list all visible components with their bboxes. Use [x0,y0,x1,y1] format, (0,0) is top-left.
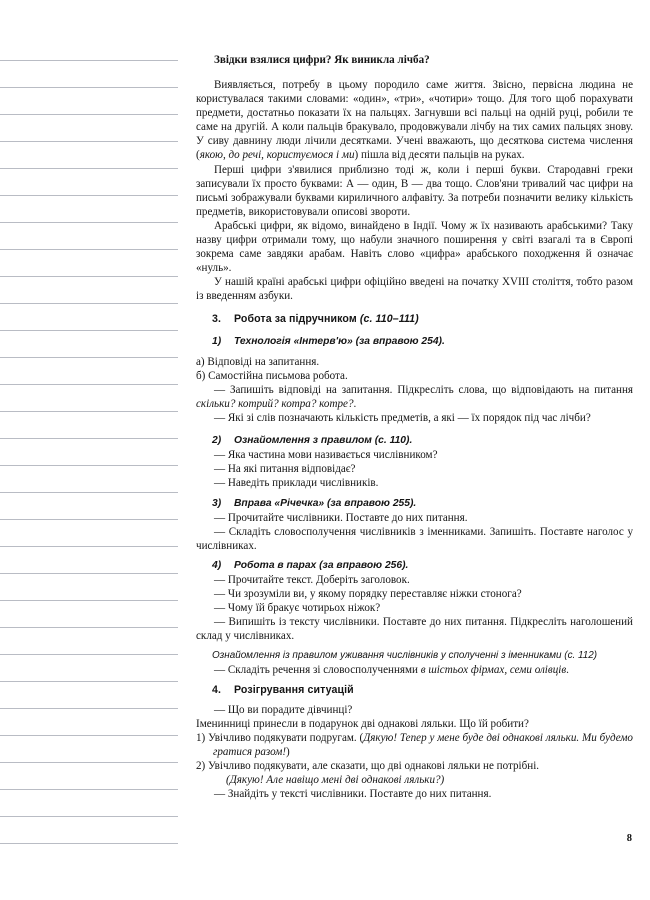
paragraph-1 [196,78,633,162]
situation-2-marker: 2) [196,760,206,773]
margin-rule-line [0,627,178,628]
margin-rule-line [0,222,178,223]
section-heading-3-title-text: Робота за підручником [234,312,357,325]
margin-rule-line [0,330,178,331]
spacer [196,326,633,335]
margin-rule-line [0,303,178,304]
item2-dash-2: — На які питання відповідає? [214,463,356,476]
margin-rule-line [0,681,178,682]
paragraph-2: Перші цифри з'явилися приблизно тоді ж, коли і перші букви. Стародавні греки записували їх просто буквами: А — один, В — два тощо. Слов'яни тривалий час цифри на письмі зображували буквами кириличного алфавіту. За потреби позначити велику кількість предметів, використовували описові звороти. [196,163,633,218]
situation-1 [196,731,633,759]
subheading-1-title: Технологія «Інтерв'ю» (за вправою 254). [234,336,445,348]
item3-dash-2: — Складіть словосполучення числівників з іменниками. Запишіть. Поставте наголос у числівниках. [196,525,633,552]
subheading-3 [196,497,633,511]
section4-dash: — Що ви порадите дівчинці? [214,704,353,717]
item4-dash-1: — Прочитайте текст. Доберіть заголовок. [214,573,410,586]
item1-dash-1 [196,383,633,411]
margin-rule-line [0,654,178,655]
item2-dash-1: — Яка частина мови називається числівником? [214,449,438,462]
subheading-2-number: 2) [212,435,222,447]
margin-rule-line [0,735,178,736]
section-heading-3-title [234,312,419,326]
paragraph-1-run-1: якою, до речі, користуємося і ми [199,149,355,162]
situation-1-marker: 1) [196,732,206,745]
subheading-2-title: Ознайомлення з правилом (с. 110). [234,435,413,447]
item1-dash-2: — Які зі слів позначають кількість предметів, а які — їх порядок під час лічби? [214,412,591,425]
item1-line-a: а) Відповіді на запитання. [196,356,320,369]
item2-dash-3: — Наведіть приклади числівників. [214,477,379,490]
subheading-4 [196,559,633,573]
situation-2-text: Увічливо подякувати, але сказати, що дві однакові ляльки не потрібні. [208,760,540,773]
rule-note-dash-italic: в шістьох фірмах, семи олівців [420,664,567,677]
item1-dash-1-part1: — Запишіть відповіді на запитання. Підкресліть слова, що відповідають на питання [214,384,633,397]
document-text-column [196,42,633,801]
situation-1-italic: Дякую! Тепер у мене буде дві однакові ляльки. Ми будемо гратися разом! [213,732,633,759]
heading-question: Звідки взялися цифри? Як виникла лічба? [214,54,430,67]
margin-rule-line [0,114,178,115]
margin-rule-line [0,384,178,385]
margin-rule-line [0,600,178,601]
margin-rule-line [0,843,178,844]
situation-2-italic: (Дякую! Але навіщо мені дві однакові ляльки?) [226,774,445,787]
item4-dash-2: — Чи зрозуміли ви, у якому порядку переставляє ніжки стонога? [214,587,522,600]
item1-line-b: б) Самостійна письмова робота. [196,370,348,383]
item4-dash-4: — Випишіть із тексту числівники. Поставте до них питання. Підкресліть наголошений склад у числівниках. [196,615,633,642]
spacer [196,425,633,434]
situation-1-tail: ) [286,746,290,759]
item1-dash-1-italic: скільки? котрий? котра? котре? [196,398,354,411]
item1-dash-1-part2: . [353,398,357,411]
subheading-3-title: Вправа «Річечка» (за вправою 255). [234,497,417,509]
page-number: 8 [626,833,632,844]
paragraph-4: У нашій країні арабські цифри офіційно введені на початку XVIII століття, тобто разом із введенням азбуки. [196,275,633,302]
margin-rule-line [0,87,178,88]
margin-rule-line [0,357,178,358]
situation-2 [196,759,633,787]
margin-rule-line [0,438,178,439]
margin-rule-line [0,411,178,412]
section-heading-4 [196,683,633,697]
rule-note: Ознайомлення із правилом уживання числівників у сполученні з іменниками (с. 112) [212,649,598,661]
margin-rule-line [0,141,178,142]
rule-note-dash-part1: — Складіть речення зі словосполученнями [214,664,421,677]
paragraph-1-run-0: Виявляється, потребу в цьому породило саме життя. Звісно, первісна людина не користувалася такими словами: «один», «три», «чотири» тощо. Для того щоб порахувати предмети, достатньо показати їх на пальцях. Загнувши всі пальці на одній руці, робили те саме на другій. А коли пальців бракувало, продовжували лічбу на тих самих пальцях знову. У сиву давнину люди лічили десятками. Учені вважають, що десяткова система числення ( [196,79,633,162]
final-dash: — Знайдіть у тексті числівники. Поставте до них питання. [214,788,492,801]
margin-rule-line [0,708,178,709]
margin-rule-line [0,249,178,250]
section-heading-3-number: 3. [212,312,222,325]
subheading-4-number: 4) [212,559,222,571]
margin-rule-line [0,168,178,169]
rule-note-dash-part2: . [566,664,569,677]
margin-rule-line [0,492,178,493]
margin-rule-line [0,546,178,547]
margin-rule-line [0,816,178,817]
subheading-2 [196,434,633,448]
margin-rule-line [0,519,178,520]
margin-rule-line [0,276,178,277]
paragraph-3: Арабські цифри, як відомо, винайдено в Індії. Чому ж їх називають арабськими? Таку назву цифри отримали тому, що набули значного поширення у світі взагалі та в Європі зокрема саме завдяки арабам. Навіть слово «цифра» арабського походження й означає «нуль». [196,219,633,274]
spacer [196,303,633,312]
margin-rule-line [0,573,178,574]
situation-1-text: Увічливо подякувати подругам. ( [208,732,364,745]
item4-dash-3: — Чому їй бракує чотирьох ніжок? [214,601,381,614]
margin-rule-line [0,789,178,790]
section4-intro: Іменинниці принесли в подарунок дві однакові ляльки. Що їй робити? [196,718,529,731]
margin-ruled-lines [0,0,180,900]
section-heading-3 [196,312,633,326]
subheading-4-title: Робота в парах (за вправою 256). [234,559,409,571]
margin-rule-line [0,465,178,466]
section-heading-4-number: 4. [212,684,222,697]
item3-dash-1: — Прочитайте числівники. Поставте до них питання. [214,511,468,524]
margin-rule-line [0,762,178,763]
subheading-1 [196,335,633,349]
section-heading-4-title: Розігрування ситуацій [234,684,354,697]
rule-note-dash [196,663,633,677]
section-heading-3-ref: (с. 110–111) [359,312,419,325]
subheading-1-number: 1) [212,336,222,348]
margin-rule-line [0,60,178,61]
subheading-3-number: 3) [212,497,222,509]
margin-rule-line [0,195,178,196]
paragraph-1-run-2: ) пішла від десяти пальців на руках. [354,149,525,162]
